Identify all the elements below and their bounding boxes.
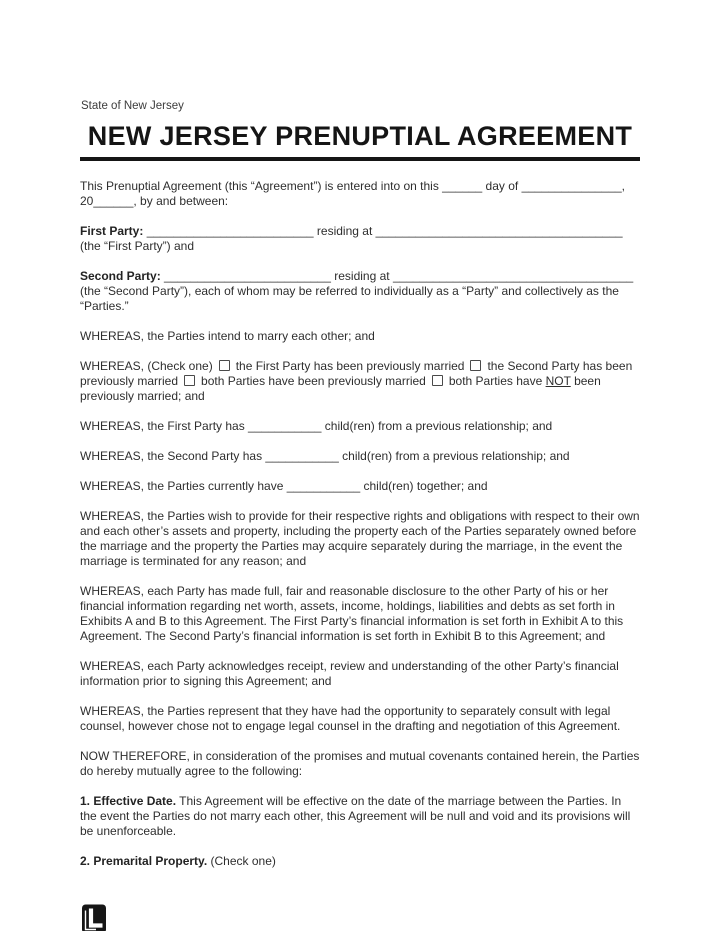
- recital-financial-disclosure-text: WHEREAS, each Party has made full, fair and reasonable disclosure to the other Party of his or her financial information regarding net worth, assets, income, holdings, liabilities and debts as set forth in Exhibits A and B to this Agreement. The First Party’s financial information is set forth in Exhibit A to this Agreement. The Second Party’s financial information is set forth in Exhibit B to this Agreement; and: [80, 584, 624, 643]
- recital-financial-disclosure: [80, 584, 640, 644]
- second-party-residing-text: residing at: [334, 269, 390, 283]
- recital-intend-marry: [80, 329, 640, 344]
- recital-property-rights: [80, 509, 640, 569]
- checkbox-first-party-previously-married[interactable]: [219, 360, 230, 371]
- section-effective-date-heading: 1. Effective Date.: [80, 794, 177, 808]
- recital-joint-children-text: WHEREAS, the Parties currently have ___________ child(ren) together; and: [80, 479, 488, 493]
- checkbox-both-parties-not-previously-married[interactable]: [432, 375, 443, 386]
- recital-intend-marry-text: WHEREAS, the Parties intend to marry each other; and: [80, 329, 375, 343]
- option-both-parties-not-post: been previously married; and: [80, 374, 601, 403]
- first-party-label: First Party:: [80, 224, 144, 238]
- checkbox-both-parties-previously-married[interactable]: [184, 375, 195, 386]
- option-second-party-previously-married: the Second Party has been previously married: [80, 359, 633, 388]
- section-premarital-property-text: (Check one): [210, 854, 276, 868]
- second-party-tail: (the “Second Party”), each of whom may be referred to individually as a “Party” and collectively as the “Parties.”: [80, 284, 619, 313]
- recital-first-party-children: [80, 419, 640, 434]
- legal-templates-logo: [81, 904, 107, 931]
- recital-acknowledgement-text: WHEREAS, each Party acknowledges receipt, review and understanding of the other Party’s financial information prior to signing this Agreement; and: [80, 659, 619, 688]
- recital-acknowledgement: [80, 659, 640, 689]
- title-underline-rule: [80, 157, 640, 161]
- recital-first-party-children-text: WHEREAS, the First Party has ___________ child(ren) from a previous relationship; and: [80, 419, 553, 433]
- second-party-label: Second Party:: [80, 269, 161, 283]
- second-party-paragraph: [80, 269, 640, 314]
- first-party-name-blank: _________________________: [146, 224, 314, 238]
- recital-property-rights-text: WHEREAS, the Parties wish to provide for their respective rights and obligations with respect to their own and each other’s assets and property, including the property each of the Parties separately owned before the marriage and the property the Parties may acquire separately during the marriage, in the event the marriage is terminated for any reason; and: [80, 509, 640, 568]
- section-premarital-property: [80, 854, 640, 869]
- option-not-emphasis: NOT: [545, 374, 571, 388]
- recital-legal-counsel: [80, 704, 640, 734]
- section-effective-date-text: This Agreement will be effective on the date of the marriage between the Parties. In the event the Parties do not marry each other, this Agreement will be null and void and its provisions will be unenforceable.: [80, 794, 631, 838]
- recital-second-party-children: [80, 449, 640, 464]
- intro-text: This Prenuptial Agreement (this “Agreement”) is entered into on this ______ day of _______________, 20______, by and between:: [80, 179, 626, 208]
- state-label: State of New Jersey: [81, 100, 184, 112]
- recital-legal-counsel-text: WHEREAS, the Parties represent that they have had the opportunity to separately consult with legal counsel, however chose not to engage legal counsel in the drafting and negotiation of this Agreement.: [80, 704, 621, 733]
- option-first-party-previously-married: the First Party has been previously married: [235, 359, 465, 373]
- now-therefore-paragraph: [80, 749, 640, 779]
- section-effective-date: [80, 794, 640, 839]
- recital-joint-children: [80, 479, 640, 494]
- first-party-address-blank: _____________________________________: [375, 224, 623, 238]
- recital-check-one-lead: WHEREAS, (Check one): [80, 359, 213, 373]
- section-premarital-property-heading: 2. Premarital Property.: [80, 854, 208, 868]
- recital-second-party-children-text: WHEREAS, the Second Party has ___________ child(ren) from a previous relationship; and: [80, 449, 570, 463]
- first-party-paragraph: [80, 224, 640, 254]
- option-both-parties-not-pre: both Parties have: [448, 374, 543, 388]
- first-party-tail: (the “First Party”) and: [80, 239, 195, 253]
- checkbox-second-party-previously-married[interactable]: [470, 360, 481, 371]
- recital-previous-marriage: [80, 359, 640, 404]
- second-party-name-blank: _________________________: [164, 269, 331, 283]
- second-party-address-blank: ____________________________________: [392, 269, 634, 283]
- now-therefore-text: NOW THEREFORE, in consideration of the promises and mutual covenants contained herein, the Parties do hereby mutually agree to the following:: [80, 749, 640, 778]
- intro-paragraph: [80, 179, 640, 209]
- first-party-residing-text: residing at: [316, 224, 373, 238]
- option-both-parties-previously-married: both Parties have been previously married: [201, 374, 426, 388]
- page-title: NEW JERSEY PRENUPTIAL AGREEMENT: [87, 121, 633, 151]
